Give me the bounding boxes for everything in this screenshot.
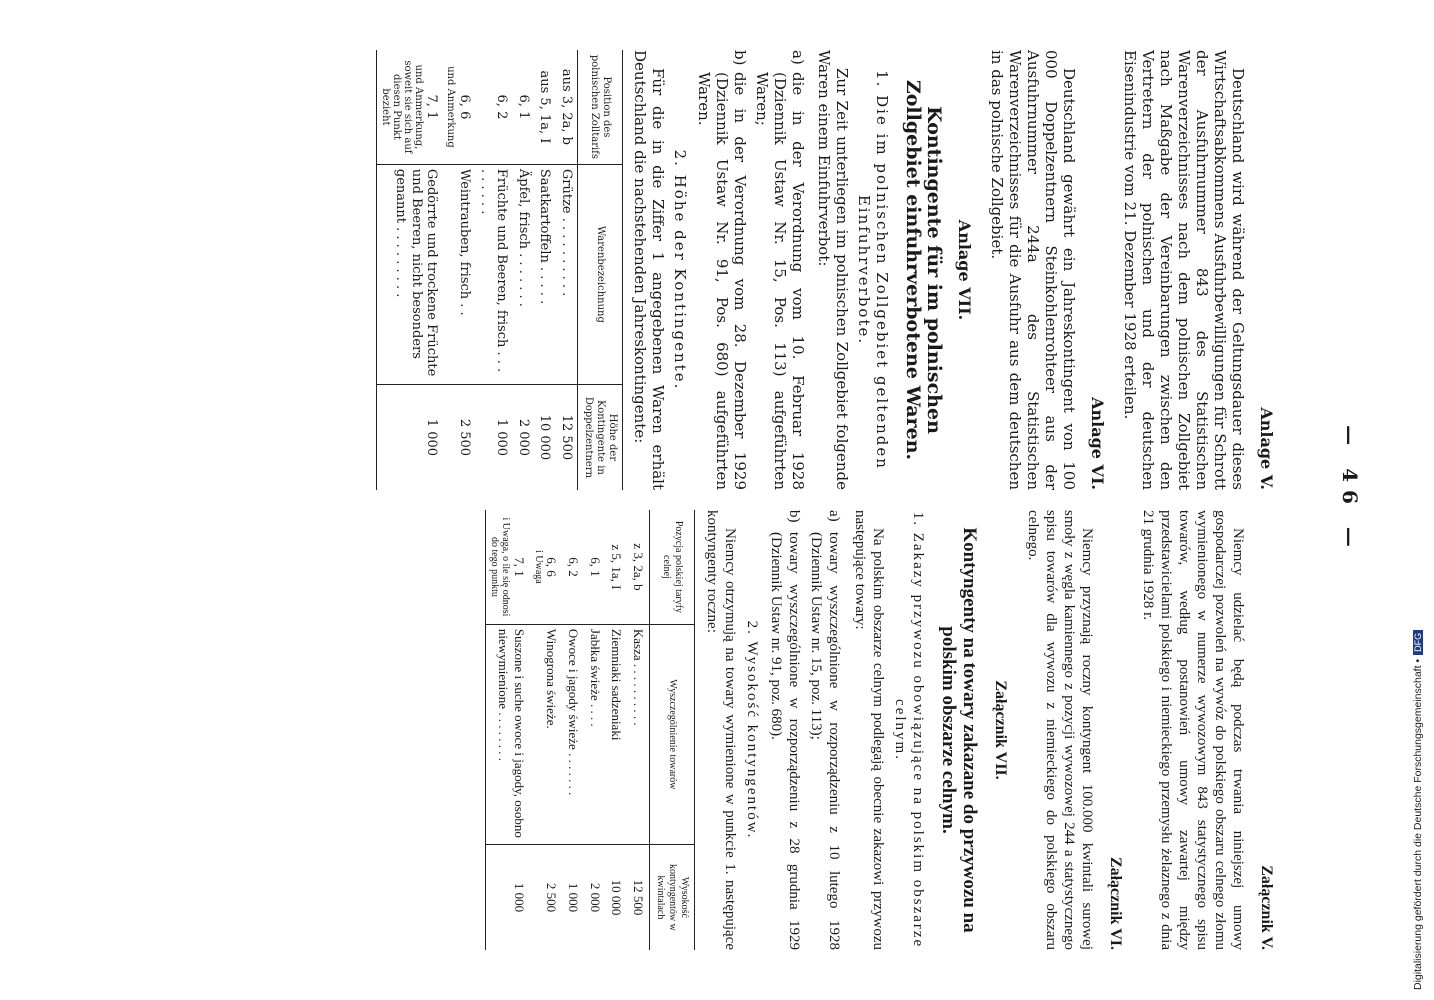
- table-row: 7, 1 und Anmerkung, soweit sie sich auf diesen Punkt bezieht Gedörrte und trockene Früchte und Beeren, nicht besonders genannt . . . . . . . . . 1 000: [376, 50, 442, 490]
- pl-section-2-heading: 2. Wysokość kontyngentów.: [743, 620, 760, 840]
- pl-section-1-heading: 1. Zakazy przywozu obowiązujące na polskim obszarze celnym.: [891, 511, 926, 949]
- table-row: 6, 6 i Uwaga Winogrona świeże. 2 500: [530, 510, 563, 950]
- anlage-v-heading: Anlage V.: [1257, 407, 1276, 490]
- table-row: 7, 1 i Uwaga, o ile się odnosi do tego punktu Suszone i suche owoce i jagody, osobno niewymienione . . . . . . . . 1 000: [486, 510, 530, 950]
- table-row: 6, 1 Jabłka świeże . . . . 2 000: [584, 510, 606, 950]
- section-2-heading: 2. Höhe der Kontingente.: [670, 149, 689, 391]
- dfg-logo: DFG: [1413, 630, 1423, 655]
- zalacznik-vi-text: Niemcy przyznają roczny kontyngent 100.000 kwintali surowej smoły z węgla kamiennego z pozycji wywozowej 244 a statystycznego spisu towarów dla wywozu z niemieckiego do polskiego obszaru celnego.: [1024, 510, 1095, 950]
- table-header-row: Position des polnischen Zolltarifs Warenbezeichnung Höhe der Kontingente in Doppelzentnern: [577, 50, 622, 490]
- section-2-intro: Für die in die Ziffer 1 angegebenen Waren erhält Deutschland die nachstehenden Jahreskontingente:: [630, 50, 667, 490]
- pl-section-2-intro: Niemcy otrzymują na towary wymienione w punkcie 1. następujące kontyngenty roczne:: [703, 510, 738, 950]
- zalacznik-vii-heading: Załącznik VII.: [991, 680, 1009, 780]
- anlage-vii-heading: Anlage VII.: [954, 219, 974, 321]
- table-row: 6, 2 Früchte und Beeren, frisch . . . . . . . . . 1 000: [475, 50, 512, 490]
- polish-column: [485, 510, 1290, 950]
- anlage-vii-title: Kontingente für im polnischen Zollgebiet einfuhrverbotene Waren.: [901, 79, 946, 461]
- pl-list-item-a: a) towary wyszczególnione w rozporządzeniu z 10 lutego 1928 (Dziennik Ustaw nr. 15, poz. 113);: [807, 510, 842, 950]
- german-column: [376, 50, 1290, 490]
- table-header-row: Pozycja polskiej taryfy celnej Wyszczególnienie towarów Wysokość kontyngentów w kwintalach: [649, 510, 694, 950]
- zalacznik-vii-title: Kontyngenty na towary zakazane do przywozu na polskim obszarze celnym.: [937, 527, 981, 933]
- zalacznik-v-text: Niemcy udzielać będą podczas trwania niniejszej umowy gospodarczej pozwoleń na wywóz do polskiego obszaru celnego złomu wymienionego w numerze wywozowym 843 statystycznego spisu towarów, według postanowień umowy zawartej między przedstawicielami polskiego i niemieckiego przemysłu żelaznego z dnia 21 grudnia 1928 r.: [1139, 510, 1246, 950]
- page-number: — 46 —: [1338, 425, 1362, 555]
- table-row: z 5, 1a, I Ziemniaki sadzeniaki 10 000: [606, 510, 628, 950]
- section-1-heading: 1. Die im polnischen Zollgebiet geltenden Einfuhrverbote.: [854, 70, 891, 470]
- section-1-intro: Zur Zeit unterliegen im polnischen Zollgebiet folgende Waren einem Einfuhrverbot:: [814, 50, 851, 490]
- anlage-vi-heading: Anlage VI.: [1087, 397, 1107, 490]
- quota-table-german: [376, 50, 623, 490]
- pl-section-1-intro: Na polskim obszarze celnym podlegają obecnie zakazowi przywozu następujące towary:: [851, 510, 886, 950]
- list-item-b: b) die in der Verordnung vom 28. Dezember 1929 (Dziennik Ustaw Nr. 91, Pos. 680) aufgeführten Waren.: [694, 50, 749, 490]
- zalacznik-vi-heading: Załącznik VI.: [1106, 856, 1124, 950]
- table-row: aus 3, 2a, b Grütze . . . . . . . . . . 12 500: [555, 50, 577, 490]
- list-item-a: a) die in der Verordnung vom 10. Februar 1928 (Dziennik Ustaw Nr. 15, Pos. 113) aufgeführten Waren;: [752, 50, 807, 490]
- anlage-vi-text: Deutschland gewährt ein Jahreskontingent von 100 000 Doppelzentnern Steinkohlenrohteer aus der Ausfuhrnummer 244a des Statistischen Warenverzeichnisses für die Ausfuhr aus dem deutschen in das polnische Zollgebiet.: [987, 50, 1078, 490]
- zalacznik-v-heading: Załącznik V.: [1258, 865, 1275, 950]
- table-row: 6, 1 Äpfel, frisch . . . . . . . 2 000: [512, 50, 534, 490]
- table-row: 6, 6 und Anmerkung Weintrauben, frisch . . 2 500: [442, 50, 475, 490]
- table-row: aus 5, 1a, I Saatkartoffeln . . . . . 10 000: [534, 50, 556, 490]
- table-row: 6, 2 Owoce i jagody świeże . . . . . . . 1 000: [562, 510, 584, 950]
- table-row: z 3, 2a, b Kasza . . . . . . . . . . 12 500: [627, 510, 649, 950]
- quota-table-polish: [485, 510, 695, 950]
- anlage-v-text: Deutschland wird während der Geltungsdauer dieses Wirtschaftsabkommens Ausfuhrbewilligungen für Schrott der Ausfuhrnummer 843 des Statistischen Warenverzeichnisses nach dem polnischen Zollgebiet nach Maßgabe der Vereinbarungen zwischen den Vertretern der polnischen und der deutschen Eisenindustrie vom 21. Dezember 1928 erteilen.: [1120, 50, 1247, 490]
- digitization-credit: Digitalisierung gefördert durch die Deutsche Forschungsgemeinschaft •DFG: [1412, 10, 1432, 990]
- pl-list-item-b: b) towary wyszczególnione w rozporządzeniu z 28 grudnia 1929 (Dziennik Ustaw nr. 91, poz. 680).: [767, 510, 802, 950]
